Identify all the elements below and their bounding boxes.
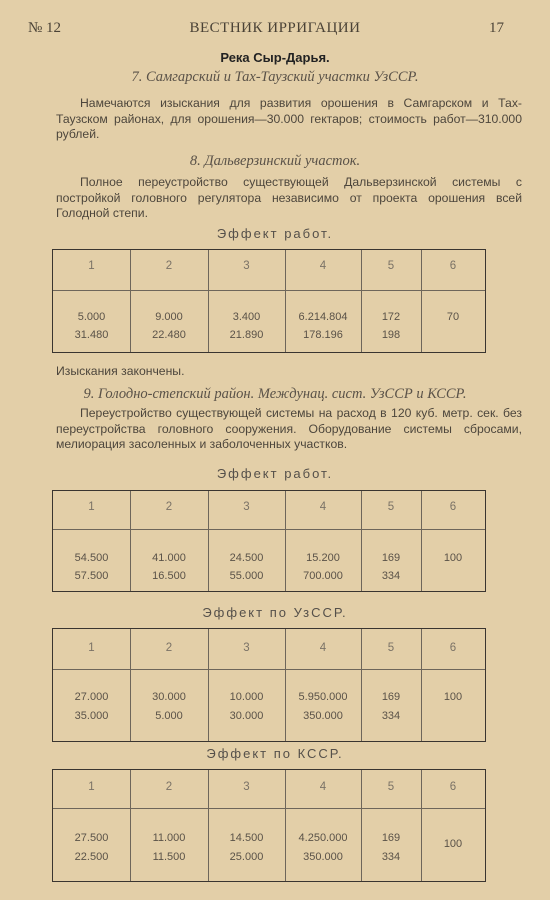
section-8-table [52,249,486,353]
table-header-cell: 2 [165,260,173,272]
table-cell: 55.000 [229,570,264,582]
table-cell: 30.000 [152,691,186,703]
table-cell: 27.500 [74,832,109,844]
table-cell: 24.500 [229,552,264,564]
table-header-cell: 3 [243,642,250,654]
table-cell: 5.000 [155,710,183,722]
section-9-effect-uzssr-title: Эффект по УзССР. [202,605,348,620]
table-header-cell: 3 [243,501,250,513]
table-header-cell: 6 [449,642,457,654]
issue-number: № 12 [28,20,62,36]
table-cell: 27.000 [74,691,109,703]
table-cell: 198 [381,329,401,341]
section-8-note: Изыскания закончены. [56,364,185,378]
journal-title: ВЕСТНИК ИРРИГАЦИИ [189,20,361,36]
section-9-effect-title: Эффект работ. [216,466,334,481]
table-cell: 350.000 [303,710,343,722]
header-divider [53,669,485,670]
section-9-effect-kssr-title: Эффект по КССР. [206,746,344,761]
table-cell: 334 [381,710,401,722]
table-header-cell: 1 [88,260,95,272]
table-cell: 14.500 [229,832,264,844]
table-cell: 30.000 [229,710,264,722]
table-header-cell: 2 [165,501,173,513]
table-cell: 15.200 [306,552,340,564]
section-8-title: 8. Дальверзинский участок. [189,153,361,169]
table-cell: 16.500 [152,570,186,582]
table-cell: 25.000 [229,851,264,863]
table-cell: 169 [381,832,401,844]
header-divider [53,529,485,530]
table-cell: 4.250.000 [298,832,348,844]
section-9-title: 9. Голодно-степский район. Междунац. сист. УзССР и КССР. [83,386,467,402]
section-7-title: 7. Самгарский и Тах-Таузский участки УзССР. [131,69,419,85]
table-cell: 11.000 [152,832,186,844]
table-header-cell: 5 [387,260,395,272]
table-cell: 9.000 [155,311,183,323]
table-header-cell: 2 [165,781,173,793]
table-header-cell: 6 [449,260,457,272]
table-cell: 350.000 [303,851,343,863]
table-header-cell: 1 [88,642,95,654]
table-cell: 169 [381,691,401,703]
section-8-effect-title: Эффект работ. [216,226,334,241]
table-header-cell: 4 [319,642,327,654]
table-header-cell: 1 [88,501,95,513]
table-cell: 172 [381,311,401,323]
table-cell: 31.480 [74,329,109,341]
river-title: Река Сыр-Дарья. [220,50,330,65]
table-cell: 5.000 [77,311,106,323]
table-cell: 3.400 [232,311,261,323]
table-cell: 70 [446,311,460,323]
table-cell: 41.000 [152,552,186,564]
table-cell: 5.950.000 [298,691,348,703]
table-cell: 100 [443,838,463,850]
section-9-table-works [52,490,486,592]
table-header-cell: 4 [319,781,327,793]
table-cell: 169 [381,552,401,564]
table-cell: 334 [381,570,401,582]
table-header-cell: 4 [319,260,327,272]
table-cell: 11.500 [152,851,186,863]
table-cell: 178.196 [303,329,343,341]
table-header-cell: 6 [449,501,457,513]
table-header-cell: 5 [387,781,395,793]
table-cell: 54.500 [74,552,109,564]
table-cell: 100 [443,691,463,703]
table-header-cell: 5 [387,501,395,513]
table-cell: 334 [381,851,401,863]
table-cell: 6.214.804 [298,311,348,323]
section-9-text: Переустройство существующей системы на расход в 120 куб. метр. сек. без переустройства головного сооружения. Оборудование системы сбросами, мелиорация засоленных и заболоченных участков. [56,406,522,451]
section-9-table-uzssr [52,628,486,742]
table-cell: 35.000 [74,710,109,722]
table-header-cell: 5 [387,642,395,654]
table-header-cell: 2 [165,642,173,654]
page-number: 17 [489,20,504,36]
table-cell: 22.480 [152,329,186,341]
section-8-text: Полное переустройство существующей Дальверзинской системы с постройкой головного регулятора независимо от проекта орошения всей Голодной степи. [56,175,522,220]
table-cell: 57.500 [74,570,109,582]
table-cell: 22.500 [74,851,109,863]
table-cell: 700.000 [303,570,343,582]
table-header-cell: 1 [88,781,95,793]
table-cell: 10.000 [229,691,264,703]
header-divider [53,290,485,291]
header-divider [53,808,485,809]
table-cell: 21.890 [229,329,264,341]
table-header-cell: 3 [243,781,250,793]
running-head [0,20,550,40]
table-header-cell: 6 [449,781,457,793]
table-cell: 100 [443,552,463,564]
table-header-cell: 3 [243,260,250,272]
table-header-cell: 4 [319,501,327,513]
section-9-table-kssr [52,769,486,882]
section-7-text: Намечаются изыскания для развития орошения в Самгарском и Тах-Таузском районах, для орошения—30.000 гектаров; стоимость работ—310.000 рублей. [56,96,522,141]
